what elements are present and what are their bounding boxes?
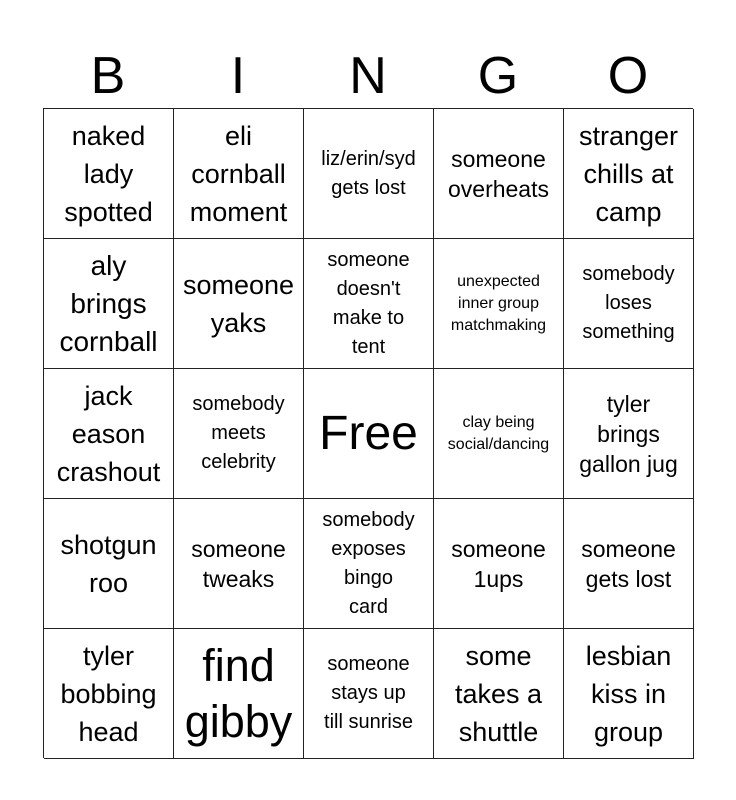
cell-text: jack eason crashout (56, 380, 161, 487)
bingo-grid (43, 108, 693, 758)
header-letter-n: N (349, 47, 387, 105)
bingo-cell[interactable] (44, 109, 174, 239)
cell-text: someone overheats (447, 145, 549, 202)
cell-text: some takes a shuttle (454, 640, 543, 747)
bingo-cell[interactable] (434, 109, 564, 239)
cell-text: someone doesn't make to tent (327, 248, 410, 358)
bingo-cell[interactable] (434, 369, 564, 499)
cell-text: someone 1ups (451, 535, 546, 592)
cell-text: find gibby (184, 639, 293, 747)
bingo-cell-free[interactable] (304, 369, 434, 499)
bingo-cell[interactable] (174, 499, 304, 629)
bingo-header (43, 44, 693, 108)
bingo-cell[interactable] (174, 629, 304, 759)
cell-text: eli cornball moment (189, 120, 288, 227)
cell-text: tyler bobbing head (60, 640, 157, 747)
cell-text: somebody exposes bingo card (322, 508, 415, 618)
bingo-cell[interactable] (174, 109, 304, 239)
cell-text: naked lady spotted (64, 120, 153, 227)
bingo-cell[interactable] (174, 239, 304, 369)
cell-text: somebody meets celebrity (192, 393, 285, 473)
bingo-cell[interactable] (44, 369, 174, 499)
bingo-cell[interactable] (564, 499, 694, 629)
bingo-cell[interactable] (44, 499, 174, 629)
cell-text: tyler brings gallon jug (579, 390, 678, 477)
cell-text: someone stays up till sunrise (324, 653, 413, 733)
cell-text: stranger chills at camp (578, 120, 679, 227)
cell-text: aly brings cornball (59, 249, 158, 357)
bingo-cell[interactable] (564, 369, 694, 499)
cell-text: liz/erin/syd gets lost (321, 147, 416, 199)
cell-text: somebody loses something (582, 263, 675, 343)
cell-text: someone gets lost (581, 535, 676, 592)
bingo-cell[interactable] (434, 499, 564, 629)
header-letter-g: G (477, 47, 519, 105)
bingo-cell[interactable] (44, 629, 174, 759)
bingo-cell[interactable] (434, 629, 564, 759)
bingo-cell[interactable] (564, 629, 694, 759)
cell-text: shotgun roo (60, 529, 157, 598)
cell-text: someone yaks (182, 269, 295, 338)
cell-text: unexpected inner group matchmaking (450, 272, 547, 334)
header-letter-o: O (607, 47, 649, 105)
header-letter-b: B (90, 47, 126, 105)
bingo-cell[interactable] (434, 239, 564, 369)
bingo-cell[interactable] (174, 369, 304, 499)
cell-text: lesbian kiss in group (585, 640, 672, 747)
bingo-cell[interactable] (304, 109, 434, 239)
bingo-cell[interactable] (564, 239, 694, 369)
cell-text: someone tweaks (191, 535, 286, 592)
bingo-cell[interactable] (304, 499, 434, 629)
bingo-cell[interactable] (564, 109, 694, 239)
cell-text: clay being social/dancing (447, 413, 550, 453)
header-letter-i: I (230, 47, 246, 105)
free-space-text: Free (319, 406, 418, 460)
bingo-cell[interactable] (304, 629, 434, 759)
bingo-cell[interactable] (44, 239, 174, 369)
bingo-cell[interactable] (304, 239, 434, 369)
